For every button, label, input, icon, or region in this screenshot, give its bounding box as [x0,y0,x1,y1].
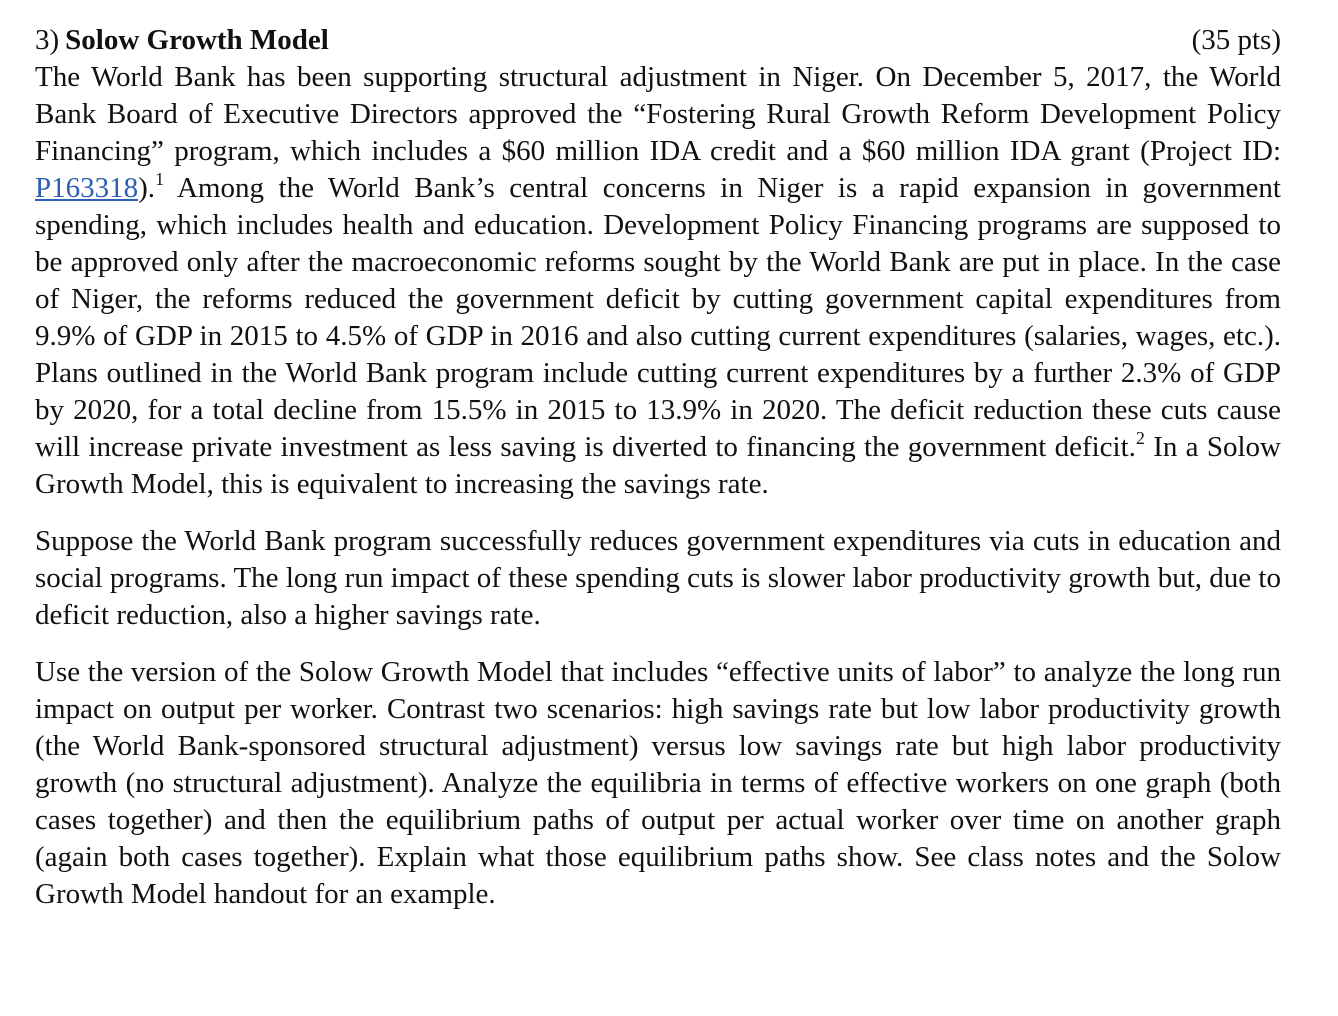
question-document [35,22,1281,913]
question-heading-left [35,22,329,59]
paragraph-1-part-1: The World Bank has been supporting structural adjustment in Niger. On December 5, 2017, the World Bank Board of Executive Directors approved the “Fostering Rural Growth Reform Development Policy Financing” program, which includes a $60 million IDA credit and a $60 million IDA grant (Project ID: [35,61,1281,167]
paragraph-1-part-2: ). [138,172,156,204]
footnote-2-marker: 2 [1135,428,1145,448]
question-number: 3) [35,24,60,56]
paragraph-background [35,59,1281,503]
question-title: Solow Growth Model [65,24,329,56]
paragraph-supposition: Suppose the World Bank program successfully reduces government expenditures via cuts in education and social programs. The long run impact of these spending cuts is slower labor productivity growth but, due to deficit reduction, also a higher savings rate. [35,525,1281,631]
paragraph-1-part-4: In a Solow Growth Model, this is equivalent to increasing the savings rate. [35,431,1281,500]
project-id-link[interactable]: P163318 [35,172,139,204]
question-points: (35 pts) [1191,24,1281,56]
question-heading [35,22,1281,59]
paragraph-1-part-3: Among the World Bank’s central concerns in Niger is a rapid expansion in government spending, which includes health and education. Development Policy Financing programs are supposed to be approved only after the macroeconomic reforms sought by the World Bank are put in place. In the case of Niger, the reforms reduced the government deficit by cutting government capital expenditures from 9.9% of GDP in 2015 to 4.5% of GDP in 2016 and also cutting current expenditures (salaries, wages, etc.). Plans outlined in the World Bank program include cutting current expenditures by a further 2.3% of GDP by 2020, for a total decline from 15.5% in 2015 to 13.9% in 2020. The deficit reduction these cuts cause will increase private investment as less saving is diverted to financing the government deficit. [35,172,1281,463]
footnote-1-marker: 1 [155,169,165,189]
paragraph-instructions: Use the version of the Solow Growth Model that includes “effective units of labor” to analyze the long run impact on output per worker. Contrast two scenarios: high savings rate but low labor productivity growth (the World Bank-sponsored structural adjustment) versus low savings rate but high labor productivity growth (no structural adjustment). Analyze the equilibria in terms of effective workers on one graph (both cases together) and then the equilibrium paths of output per actual worker over time on another graph (again both cases together). Explain what those equilibrium paths show. See class notes and the Solow Growth Model handout for an example. [35,656,1281,910]
